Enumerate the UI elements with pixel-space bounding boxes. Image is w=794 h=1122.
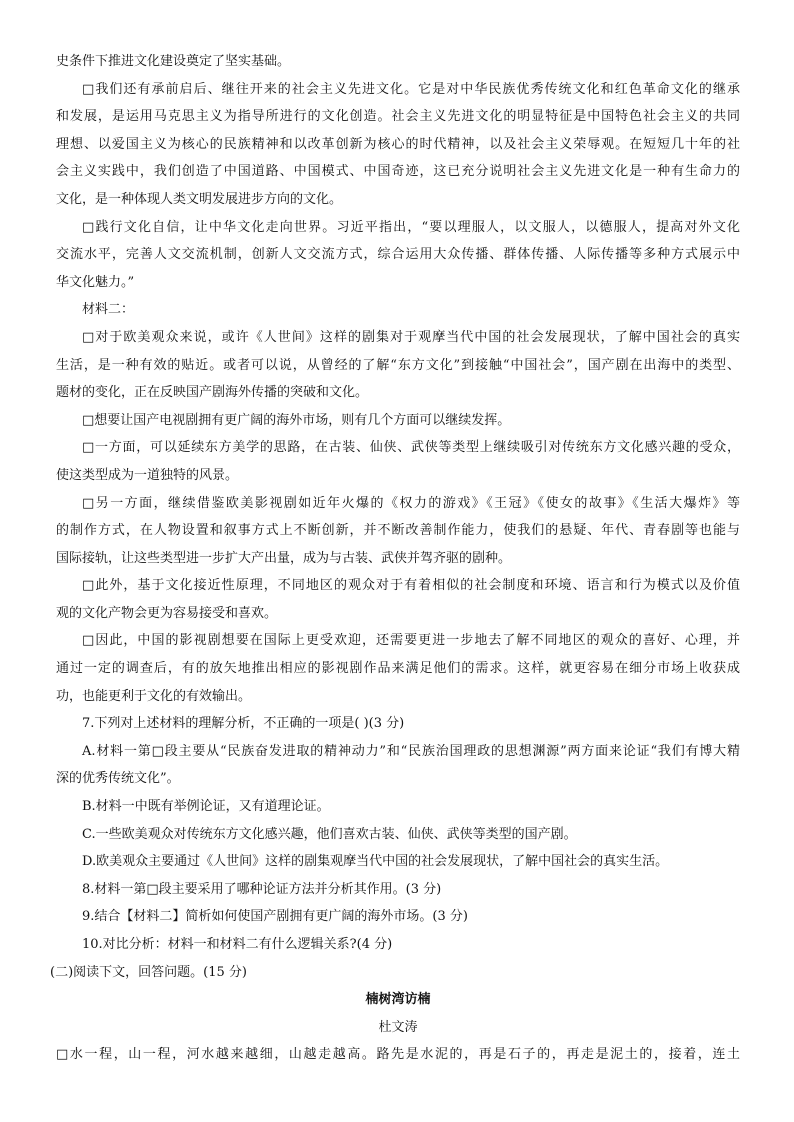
question-7-option-b: B.材料一中既有举例论证，又有道理论证。 (82, 799, 330, 815)
article-title: 楠树湾访楠 (365, 992, 431, 1008)
material1-paragraph-3 (56, 76, 740, 214)
document-page (50, 48, 740, 1069)
material2-label: 材料二： (82, 302, 135, 318)
paragraph-line: □另一方面，继续借鉴欧美影视剧如近年火爆的《权力的游戏》《王冠》《使女的故事》《生活大爆炸》等 (82, 495, 740, 511)
option-line: 深的优秀传统文化”。 (56, 771, 180, 787)
paragraph-line: 国际接轨，让这些类型进一步扩大产出量，成为与古装、武侠并驾齐驱的剧种。 (56, 550, 512, 566)
paragraph-line: 理想、以爱国主义为核心的民族精神和以改革创新为核心的时代精神，以及社会主义荣辱观。在短短几十年的社 (56, 136, 740, 152)
material2-paragraph-2 (56, 407, 740, 435)
article-paragraph-1 (56, 1041, 740, 1069)
paragraph-line: 题材的变化，正在反映国产剧海外传播的突破和文化。 (56, 385, 369, 401)
material2-paragraph-5 (56, 572, 740, 627)
paragraph-line: 的制作方式，在人物设置和叙事方式上不断创新，并不断改善制作能力，使我们的悬疑、年代、青春剧等也能与 (56, 523, 740, 539)
question-9: 9.结合【材料二】简析如何使国产剧拥有更广阔的海外市场。(3 分) (82, 909, 468, 925)
paragraph-line: □因此，中国的影视剧想要在国际上更受欢迎，还需要更进一步地去了解不同地区的观众的喜好、心理，并 (82, 633, 740, 649)
question-7: 7.下列对上述材料的理解分析，不正确的一项是( )(3 分) (82, 716, 405, 732)
paragraph-line: 史条件下推进文化建设奠定了坚实基础。 (56, 54, 291, 69)
paragraph-line: □此外，基于文化接近性原理，不同地区的观众对于有着相似的社会制度和环境、语言和行为模式以及价值 (82, 578, 740, 594)
section-heading: (二)阅读下文，回答问题。(15 分) (50, 964, 247, 980)
question-10: 10.对比分析：材料一和材料二有什么逻辑关系?(4 分) (82, 937, 393, 952)
paragraph-line: 文化，是一种体现人类文明发展进步方向的文化。 (56, 191, 343, 207)
paragraph-line: 使这类型成为一道独特的风景。 (56, 467, 239, 483)
paragraph-line: 会主义实践中，我们创造了中国道路、中国模式、中国奇迹，这已充分说明社会主义先进文化是一种有生命力的 (56, 164, 740, 180)
paragraph-line: 通过一定的调查后，有的放矢地推出相应的影视剧作品来满足他们的需求。这样，就更容易在细分市场上收获成 (56, 661, 740, 677)
material2-paragraph-6 (56, 627, 740, 710)
question-7-option-d: D.欧美观众主要通过《人世间》这样的剧集观摩当代中国的社会发展现状，了解中国社会的真实生活。 (82, 854, 669, 870)
material2-paragraph-3 (56, 434, 740, 489)
paragraph-line: 和发展，是运用马克思主义为指导所进行的文化创造。社会主义先进文化的明显特征是中国特色社会主义的共同 (56, 109, 740, 125)
material2-paragraph-1 (56, 324, 740, 407)
article-author: 杜文涛 (378, 1019, 418, 1035)
paragraph-line: □一方面，可以延续东方美学的思路，在古装、仙侠、武侠等类型上继续吸引对传统东方文化感兴趣的受众， (82, 440, 740, 456)
paragraph-line: 华文化魅力。” (56, 274, 135, 290)
paragraph-line: □我们还有承前启后、继往开来的社会主义先进文化。它是对中华民族优秀传统文化和红色革命文化的继承 (82, 81, 740, 97)
material2-paragraph-4 (56, 490, 740, 573)
paragraph-line: □水一程，山一程，河水越来越细，山越走越高。路先是水泥的，再是石子的，再走是泥土的，接着，连土 (56, 1047, 740, 1063)
material1-paragraph-4 (56, 214, 740, 297)
paragraph-line: 生活，是一种有效的贴近。或者可以说，从曾经的了解“东方文化”到接触“中国社会”，国产剧在出海中的类型、 (56, 357, 740, 373)
paragraph-line: □对于欧美观众来说，或许《人世间》这样的剧集对于观摩当代中国的社会发展现状，了解中国社会的真实 (82, 329, 740, 345)
paragraph-line: 交流水平，完善人文交流机制，创新人文交流方式，综合运用大众传播、群体传播、人际传播等多种方式展示中 (56, 247, 740, 263)
option-line: A.材料一第□段主要从“民族奋发进取的精神动力”和“民族治国理政的思想渊源”两方面来论证“我们有博大精 (82, 743, 740, 759)
question-8: 8.材料一第□段主要采用了哪种论证方法并分析其作用。(3 分) (82, 881, 442, 897)
paragraph-line: □践行文化自信，让中华文化走向世界。习近平指出，“要以理服人，以文服人，以德服人，提高对外文化 (82, 219, 740, 235)
paragraph-line: 功，也能更利于文化的有效输出。 (56, 688, 252, 704)
paragraph-line: 观的文化产物会更为容易接受和喜欢。 (56, 605, 278, 621)
question-7-option-a (56, 738, 740, 793)
paragraph-line: □想要让国产电视剧拥有更广阔的海外市场，则有几个方面可以继续发挥。 (82, 412, 511, 428)
question-7-option-c: C.一些欧美观众对传统东方文化感兴趣，他们喜欢古装、仙侠、武侠等类型的国产剧。 (82, 826, 577, 842)
